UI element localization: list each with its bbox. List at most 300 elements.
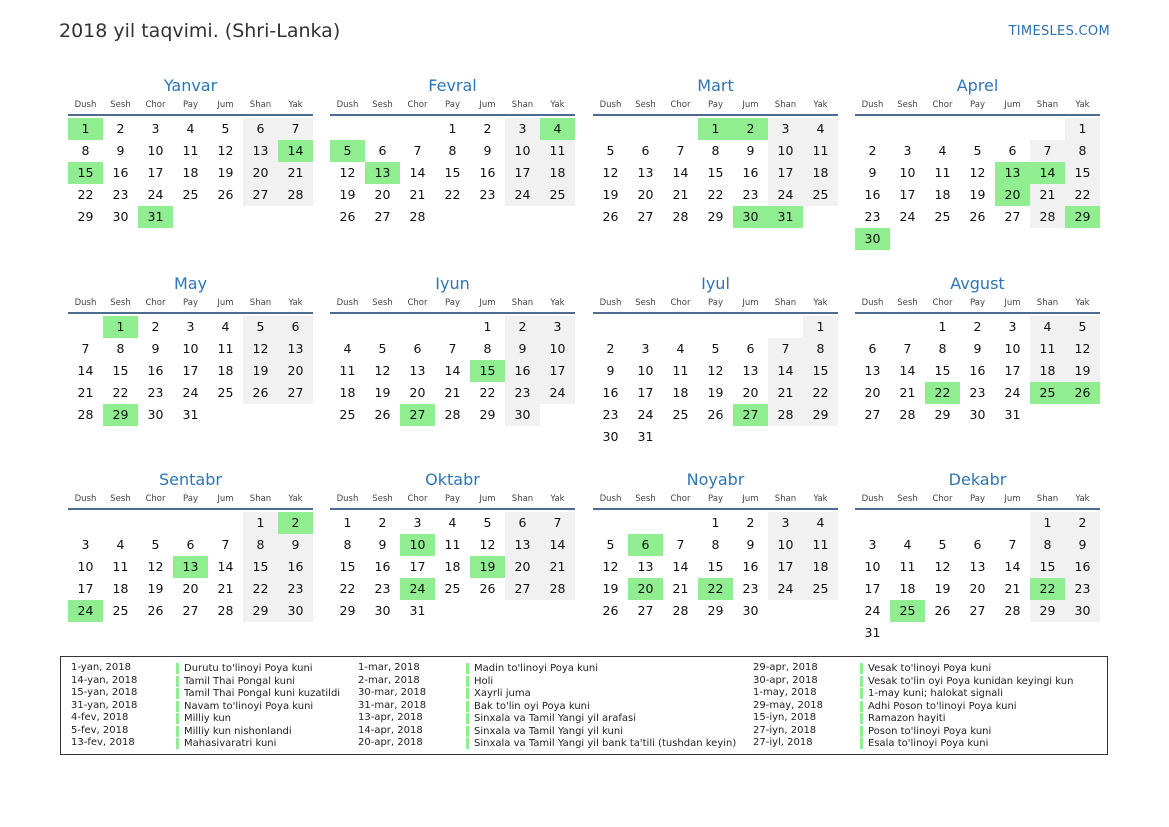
holiday-day-cell: 20 bbox=[628, 578, 663, 600]
weekday-label: Dush bbox=[336, 298, 359, 308]
day-cell: 4 bbox=[448, 515, 457, 530]
day-cell: 10 bbox=[147, 143, 164, 158]
day-cell: 29 bbox=[243, 600, 278, 622]
weekday-label: Chor bbox=[145, 100, 166, 110]
day-cell: 5 bbox=[378, 341, 387, 356]
holiday-date: 1-mar, 2018 bbox=[358, 662, 420, 673]
day-cell: 27 bbox=[374, 209, 391, 224]
day-cell: 21 bbox=[899, 385, 916, 400]
day-cell: 3 bbox=[151, 121, 160, 136]
empty-cell bbox=[435, 316, 470, 338]
day-cell: 1 bbox=[1065, 118, 1100, 140]
day-grid bbox=[593, 118, 838, 228]
holiday-day-cell: 29 bbox=[1065, 206, 1100, 228]
day-cell: 19 bbox=[147, 581, 164, 596]
month-name: Oktabr bbox=[425, 470, 480, 489]
day-cell: 12 bbox=[479, 537, 496, 552]
empty-cell bbox=[855, 512, 890, 534]
month-divider bbox=[855, 508, 1100, 510]
weekday-label: Jum bbox=[479, 494, 496, 504]
day-cell: 12 bbox=[243, 338, 278, 360]
weekday-label: Chor bbox=[145, 494, 166, 504]
day-cell: 30 bbox=[374, 603, 391, 618]
day-cell: 18 bbox=[1030, 360, 1065, 382]
day-cell: 16 bbox=[742, 559, 759, 574]
holiday-name: Milliy kun nishonlandi bbox=[176, 726, 292, 737]
day-cell: 3 bbox=[768, 118, 803, 140]
day-cell: 27 bbox=[182, 603, 199, 618]
day-cell: 24 bbox=[864, 603, 881, 618]
day-cell: 5 bbox=[1065, 316, 1100, 338]
day-cell: 14 bbox=[409, 165, 426, 180]
day-cell: 8 bbox=[938, 341, 947, 356]
day-cell: 20 bbox=[505, 556, 540, 578]
day-cell: 2 bbox=[151, 319, 160, 334]
day-cell: 18 bbox=[803, 162, 838, 184]
weekday-header bbox=[68, 296, 313, 310]
day-grid bbox=[855, 118, 1100, 250]
day-cell: 25 bbox=[934, 209, 951, 224]
month-yanvar bbox=[68, 74, 313, 228]
day-cell: 11 bbox=[540, 140, 575, 162]
day-cell: 1 bbox=[483, 319, 492, 334]
day-cell: 21 bbox=[1004, 581, 1021, 596]
month-divider bbox=[68, 508, 313, 510]
empty-cell bbox=[330, 118, 365, 140]
day-cell: 12 bbox=[339, 165, 356, 180]
day-grid bbox=[68, 118, 313, 228]
weekday-label: Yak bbox=[550, 298, 565, 308]
day-cell: 1 bbox=[711, 515, 720, 530]
day-cell: 24 bbox=[637, 407, 654, 422]
day-cell: 14 bbox=[768, 360, 803, 382]
day-cell: 3 bbox=[413, 515, 422, 530]
day-cell: 19 bbox=[217, 165, 234, 180]
day-cell: 17 bbox=[768, 162, 803, 184]
day-cell: 9 bbox=[868, 165, 877, 180]
weekday-label: Dush bbox=[336, 494, 359, 504]
month-divider bbox=[68, 312, 313, 314]
weekday-label: Shan bbox=[774, 298, 797, 308]
day-cell: 7 bbox=[768, 338, 803, 360]
site-link[interactable]: TIMESLES.COM bbox=[1008, 24, 1110, 39]
day-cell: 17 bbox=[1004, 363, 1021, 378]
day-cell: 23 bbox=[742, 187, 759, 202]
day-cell: 6 bbox=[378, 143, 387, 158]
day-cell: 5 bbox=[606, 143, 615, 158]
empty-cell bbox=[103, 512, 138, 534]
day-cell: 20 bbox=[864, 385, 881, 400]
day-cell: 27 bbox=[243, 184, 278, 206]
day-grid bbox=[68, 316, 313, 426]
day-cell: 11 bbox=[803, 534, 838, 556]
empty-cell bbox=[593, 316, 628, 338]
month-may bbox=[68, 272, 313, 426]
day-cell: 9 bbox=[973, 341, 982, 356]
day-cell: 20 bbox=[182, 581, 199, 596]
empty-cell bbox=[890, 118, 925, 140]
month-iyun bbox=[330, 272, 575, 426]
day-cell: 21 bbox=[672, 581, 689, 596]
holiday-name: Navam to'linoyi Poya kuni bbox=[176, 701, 313, 712]
weekday-header bbox=[855, 98, 1100, 112]
weekday-label: Pay bbox=[970, 494, 985, 504]
day-cell: 14 bbox=[672, 559, 689, 574]
day-cell: 12 bbox=[969, 165, 986, 180]
day-cell: 21 bbox=[278, 162, 313, 184]
day-cell: 10 bbox=[768, 140, 803, 162]
empty-cell bbox=[68, 512, 103, 534]
weekday-label: Dush bbox=[861, 100, 884, 110]
empty-cell bbox=[995, 512, 1030, 534]
day-cell: 6 bbox=[186, 537, 195, 552]
day-cell: 19 bbox=[602, 581, 619, 596]
day-cell: 31 bbox=[637, 429, 654, 444]
holiday-day-cell: 31 bbox=[138, 206, 173, 228]
day-cell: 13 bbox=[742, 363, 759, 378]
day-cell: 25 bbox=[540, 184, 575, 206]
holiday-date: 30-apr, 2018 bbox=[753, 674, 818, 686]
weekday-label: Pay bbox=[970, 100, 985, 110]
day-cell: 12 bbox=[602, 165, 619, 180]
day-cell: 18 bbox=[444, 559, 461, 574]
month-divider bbox=[593, 508, 838, 510]
weekday-label: Chor bbox=[407, 494, 428, 504]
day-cell: 7 bbox=[1030, 140, 1065, 162]
day-cell: 6 bbox=[278, 316, 313, 338]
month-iyul bbox=[593, 272, 838, 448]
weekday-header bbox=[855, 296, 1100, 310]
holiday-date: 2-mar, 2018 bbox=[358, 674, 420, 686]
day-cell: 13 bbox=[969, 559, 986, 574]
day-cell: 30 bbox=[969, 407, 986, 422]
holiday-day-cell: 22 bbox=[698, 578, 733, 600]
month-aprel bbox=[855, 74, 1100, 250]
day-cell: 8 bbox=[81, 143, 90, 158]
day-cell: 11 bbox=[339, 363, 356, 378]
month-divider bbox=[330, 508, 575, 510]
weekday-label: Jum bbox=[479, 298, 496, 308]
day-cell: 29 bbox=[803, 404, 838, 426]
day-cell: 2 bbox=[606, 341, 615, 356]
day-cell: 2 bbox=[868, 143, 877, 158]
holiday-date: 29-may, 2018 bbox=[753, 699, 823, 711]
day-cell: 6 bbox=[413, 341, 422, 356]
holiday-day-cell: 4 bbox=[540, 118, 575, 140]
weekday-label: Shan bbox=[511, 494, 534, 504]
day-cell: 1 bbox=[243, 512, 278, 534]
day-cell: 17 bbox=[147, 165, 164, 180]
day-cell: 8 bbox=[711, 537, 720, 552]
day-cell: 3 bbox=[540, 316, 575, 338]
day-cell: 26 bbox=[969, 209, 986, 224]
day-cell: 9 bbox=[606, 363, 615, 378]
weekday-label: Yak bbox=[1075, 100, 1090, 110]
day-cell: 28 bbox=[672, 209, 689, 224]
weekday-label: Chor bbox=[670, 494, 691, 504]
day-cell: 15 bbox=[707, 165, 724, 180]
day-cell: 3 bbox=[505, 118, 540, 140]
day-cell: 7 bbox=[903, 341, 912, 356]
day-cell: 21 bbox=[444, 385, 461, 400]
day-cell: 4 bbox=[186, 121, 195, 136]
day-cell: 24 bbox=[147, 187, 164, 202]
weekday-label: Shan bbox=[774, 100, 797, 110]
month-avgust bbox=[855, 272, 1100, 426]
weekday-label: Dush bbox=[861, 298, 884, 308]
holiday-name: Sinxala va Tamil Yangi yil arafasi bbox=[466, 713, 636, 724]
day-cell: 10 bbox=[182, 341, 199, 356]
day-cell: 7 bbox=[81, 341, 90, 356]
day-cell: 4 bbox=[343, 341, 352, 356]
day-cell: 6 bbox=[641, 143, 650, 158]
weekday-header bbox=[330, 492, 575, 506]
month-sentabr bbox=[68, 468, 313, 622]
day-cell: 30 bbox=[278, 600, 313, 622]
weekday-header bbox=[593, 492, 838, 506]
weekday-label: Jum bbox=[479, 100, 496, 110]
weekday-label: Sesh bbox=[635, 100, 656, 110]
day-cell: 28 bbox=[217, 603, 234, 618]
holiday-date: 13-apr, 2018 bbox=[358, 712, 423, 723]
day-cell: 19 bbox=[602, 187, 619, 202]
weekday-label: Shan bbox=[1036, 298, 1059, 308]
empty-cell bbox=[663, 118, 698, 140]
holiday-name: Bak to'lin oyi Poya kuni bbox=[466, 701, 590, 712]
day-cell: 4 bbox=[221, 319, 230, 334]
day-cell: 8 bbox=[483, 341, 492, 356]
day-cell: 18 bbox=[803, 556, 838, 578]
day-cell: 10 bbox=[864, 559, 881, 574]
day-cell: 12 bbox=[147, 559, 164, 574]
day-cell: 4 bbox=[803, 512, 838, 534]
empty-cell bbox=[593, 118, 628, 140]
day-cell: 27 bbox=[637, 209, 654, 224]
month-divider bbox=[330, 312, 575, 314]
weekday-label: Sesh bbox=[897, 298, 918, 308]
day-cell: 19 bbox=[339, 187, 356, 202]
day-cell: 7 bbox=[1008, 537, 1017, 552]
day-cell: 6 bbox=[1008, 143, 1017, 158]
day-cell: 24 bbox=[899, 209, 916, 224]
day-cell: 25 bbox=[444, 581, 461, 596]
day-cell: 12 bbox=[934, 559, 951, 574]
day-cell: 31 bbox=[864, 625, 881, 640]
weekday-label: Pay bbox=[445, 494, 460, 504]
holiday-name: Durutu to'linoyi Poya kuni bbox=[176, 663, 313, 674]
holiday-date: 14-apr, 2018 bbox=[358, 724, 423, 736]
weekday-label: Chor bbox=[932, 298, 953, 308]
day-cell: 5 bbox=[483, 515, 492, 530]
weekday-label: Sesh bbox=[110, 494, 131, 504]
day-cell: 20 bbox=[742, 385, 759, 400]
weekday-label: Jum bbox=[742, 494, 759, 504]
day-cell: 26 bbox=[243, 382, 278, 404]
day-cell: 19 bbox=[374, 385, 391, 400]
holiday-day-cell: 1 bbox=[68, 118, 103, 140]
weekday-label: Pay bbox=[445, 298, 460, 308]
day-cell: 23 bbox=[112, 187, 129, 202]
weekday-label: Yak bbox=[288, 298, 303, 308]
day-cell: 26 bbox=[147, 603, 164, 618]
day-cell: 24 bbox=[505, 184, 540, 206]
day-cell: 14 bbox=[444, 363, 461, 378]
weekday-header bbox=[330, 98, 575, 112]
day-cell: 4 bbox=[676, 341, 685, 356]
day-cell: 21 bbox=[217, 581, 234, 596]
month-divider bbox=[68, 114, 313, 116]
weekday-header bbox=[68, 492, 313, 506]
month-name: May bbox=[173, 274, 208, 293]
day-cell: 18 bbox=[339, 385, 356, 400]
day-cell: 20 bbox=[243, 162, 278, 184]
day-cell: 25 bbox=[339, 407, 356, 422]
day-cell: 17 bbox=[540, 360, 575, 382]
day-cell: 9 bbox=[746, 537, 755, 552]
weekday-label: Shan bbox=[1036, 100, 1059, 110]
day-cell: 28 bbox=[1004, 603, 1021, 618]
day-cell: 22 bbox=[243, 578, 278, 600]
month-divider bbox=[855, 114, 1100, 116]
day-cell: 27 bbox=[278, 382, 313, 404]
holiday-name: Holi bbox=[466, 676, 493, 687]
day-cell: 24 bbox=[540, 382, 575, 404]
day-cell: 12 bbox=[374, 363, 391, 378]
day-cell: 7 bbox=[413, 143, 422, 158]
day-cell: 7 bbox=[448, 341, 457, 356]
day-cell: 19 bbox=[1065, 360, 1100, 382]
holiday-day-cell: 22 bbox=[1030, 578, 1065, 600]
day-cell: 23 bbox=[505, 382, 540, 404]
day-cell: 4 bbox=[803, 118, 838, 140]
holiday-day-cell: 27 bbox=[400, 404, 435, 426]
day-cell: 11 bbox=[1030, 338, 1065, 360]
holiday-name: Mahasivaratri kuni bbox=[176, 738, 276, 749]
weekday-label: Sesh bbox=[635, 494, 656, 504]
day-cell: 22 bbox=[339, 581, 356, 596]
holiday-day-cell: 13 bbox=[365, 162, 400, 184]
day-cell: 28 bbox=[444, 407, 461, 422]
day-cell: 18 bbox=[672, 385, 689, 400]
month-noyabr bbox=[593, 468, 838, 622]
day-cell: 27 bbox=[864, 407, 881, 422]
day-cell: 12 bbox=[602, 559, 619, 574]
weekday-header bbox=[330, 296, 575, 310]
weekday-label: Dush bbox=[861, 494, 884, 504]
day-cell: 17 bbox=[77, 581, 94, 596]
day-cell: 17 bbox=[409, 559, 426, 574]
day-cell: 8 bbox=[343, 537, 352, 552]
empty-cell bbox=[628, 118, 663, 140]
weekday-label: Pay bbox=[970, 298, 985, 308]
holiday-day-cell: 6 bbox=[628, 534, 663, 556]
day-cell: 26 bbox=[602, 603, 619, 618]
day-cell: 26 bbox=[479, 581, 496, 596]
day-cell: 16 bbox=[969, 363, 986, 378]
day-cell: 7 bbox=[676, 537, 685, 552]
day-cell: 17 bbox=[899, 187, 916, 202]
day-cell: 10 bbox=[899, 165, 916, 180]
empty-cell bbox=[663, 316, 698, 338]
day-grid bbox=[330, 512, 575, 622]
day-cell: 17 bbox=[768, 556, 803, 578]
weekday-header bbox=[855, 492, 1100, 506]
day-cell: 7 bbox=[221, 537, 230, 552]
holiday-date: 15-yan, 2018 bbox=[71, 687, 138, 698]
day-grid bbox=[593, 512, 838, 622]
day-cell: 15 bbox=[707, 559, 724, 574]
weekday-label: Jum bbox=[217, 298, 234, 308]
holiday-day-cell: 29 bbox=[103, 404, 138, 426]
day-cell: 22 bbox=[479, 385, 496, 400]
day-cell: 5 bbox=[973, 143, 982, 158]
weekday-label: Sesh bbox=[372, 298, 393, 308]
holiday-date: 4-fev, 2018 bbox=[71, 712, 129, 723]
day-cell: 29 bbox=[339, 603, 356, 618]
holiday-day-cell: 25 bbox=[1030, 382, 1065, 404]
day-cell: 26 bbox=[602, 209, 619, 224]
day-cell: 22 bbox=[803, 382, 838, 404]
day-cell: 29 bbox=[77, 209, 94, 224]
holiday-date: 27-iyn, 2018 bbox=[753, 724, 817, 736]
day-cell: 28 bbox=[899, 407, 916, 422]
weekday-label: Sesh bbox=[635, 298, 656, 308]
weekday-label: Sesh bbox=[110, 298, 131, 308]
holiday-day-cell: 25 bbox=[890, 600, 925, 622]
empty-cell bbox=[208, 512, 243, 534]
day-cell: 10 bbox=[540, 338, 575, 360]
day-cell: 30 bbox=[505, 404, 540, 426]
month-divider bbox=[593, 312, 838, 314]
day-cell: 11 bbox=[934, 165, 951, 180]
empty-cell bbox=[960, 118, 995, 140]
day-cell: 23 bbox=[602, 407, 619, 422]
day-cell: 7 bbox=[676, 143, 685, 158]
day-cell: 22 bbox=[1065, 184, 1100, 206]
day-cell: 1 bbox=[803, 316, 838, 338]
holiday-date: 14-yan, 2018 bbox=[71, 674, 138, 686]
empty-cell bbox=[855, 316, 890, 338]
day-cell: 20 bbox=[278, 360, 313, 382]
day-cell: 2 bbox=[1065, 512, 1100, 534]
day-cell: 18 bbox=[182, 165, 199, 180]
weekday-label: Shan bbox=[511, 298, 534, 308]
day-cell: 3 bbox=[768, 512, 803, 534]
holiday-name: Adhi Poson to'linoyi Poya kuni bbox=[860, 701, 1017, 712]
holiday-day-cell: 20 bbox=[995, 184, 1030, 206]
day-cell: 25 bbox=[182, 187, 199, 202]
weekday-label: Yak bbox=[813, 298, 828, 308]
day-cell: 27 bbox=[637, 603, 654, 618]
weekday-label: Chor bbox=[932, 494, 953, 504]
holiday-name: Sinxala va Tamil Yangi yil kuni bbox=[466, 726, 623, 737]
day-cell: 22 bbox=[707, 187, 724, 202]
weekday-label: Pay bbox=[183, 298, 198, 308]
empty-cell bbox=[698, 316, 733, 338]
empty-cell bbox=[960, 512, 995, 534]
day-cell: 10 bbox=[1004, 341, 1021, 356]
day-cell: 25 bbox=[672, 407, 689, 422]
empty-cell bbox=[400, 118, 435, 140]
day-cell: 5 bbox=[711, 341, 720, 356]
weekday-label: Shan bbox=[774, 494, 797, 504]
holiday-day-cell: 1 bbox=[698, 118, 733, 140]
empty-cell bbox=[925, 118, 960, 140]
holiday-day-cell: 27 bbox=[733, 404, 768, 426]
day-cell: 22 bbox=[77, 187, 94, 202]
day-cell: 16 bbox=[742, 165, 759, 180]
weekday-label: Yak bbox=[550, 494, 565, 504]
